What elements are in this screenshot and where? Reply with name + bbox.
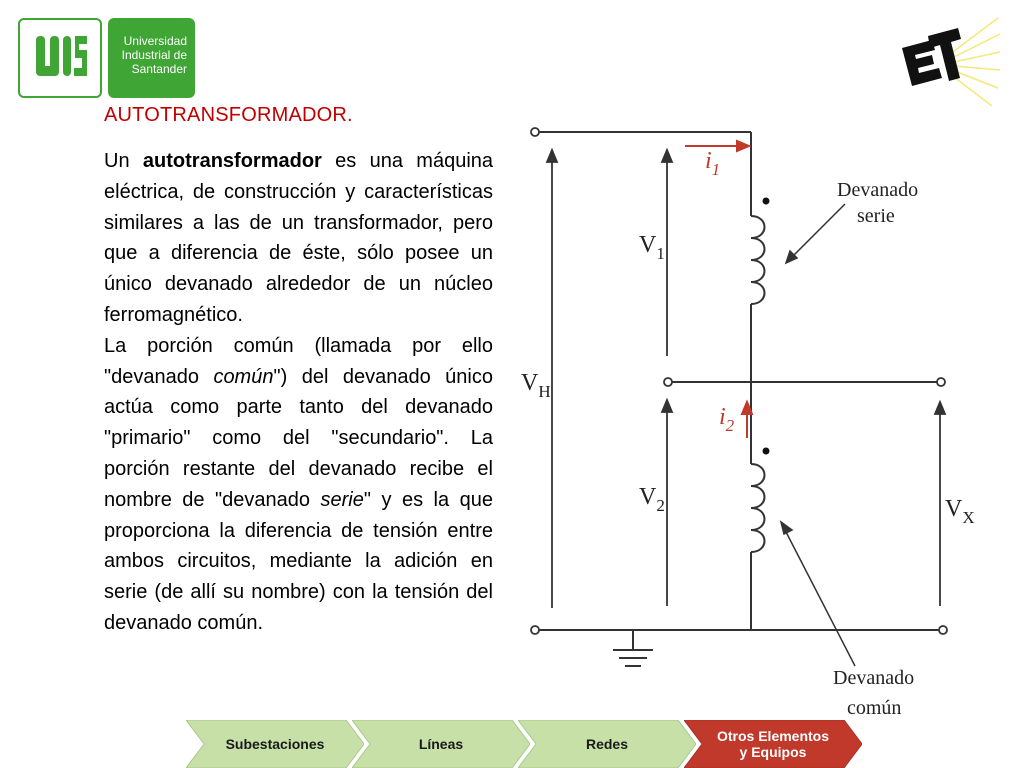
uis-logo-mark [18,18,102,98]
autotransformer-diagram [515,118,1005,724]
terminal-bottom-left [531,626,539,634]
i2-label: $i_2$ [719,404,735,435]
body-text [104,146,493,639]
university-name-line-2: Industrial de [121,48,187,62]
paragraph-1-start: Un [104,150,143,172]
terminal-mid-left [664,378,672,386]
terminal-bottom-right [939,626,947,634]
common-label-line-2: común [847,697,902,719]
nav-lineas-label: Líneas [418,736,464,752]
term-autotransformador: autotransformador [142,150,322,172]
terminal-mid-right [937,378,945,386]
v2-label: $V_2$ [639,484,665,515]
paragraph-2-part-a: La porción común (llamada por ello "devanado [104,334,493,388]
v1-label: $V_1$ [639,232,665,263]
term-serie: serie [320,488,364,511]
term-comun: común [213,365,274,388]
nav-otros-elementos-line-1: Otros Elementos [716,728,830,744]
common-pointer [785,530,855,666]
series-label-line-2: serie [857,205,895,227]
nav-redes-label: Redes [585,736,629,752]
university-name-line-3: Santander [131,62,187,76]
nav-otros-elementos-label [717,728,829,760]
nav-otros-elementos[interactable] [684,720,862,768]
nav-subestaciones-label: Subestaciones [225,736,325,752]
vx-label: $V_X$ [945,496,975,527]
polarity-dot-series [763,198,770,205]
polarity-dot-common [763,448,770,455]
paragraph-2-part-e: " y es la que proporciona la diferencia de tensión entre ambos circuitos, mediante la adición en serie (de allí su nombre) con la tensión del devanado común. [104,488,493,634]
uis-logo-icon [20,20,100,96]
paragraph-2-part-c: ") del devanado único actúa como parte tanto del devanado "primario" como del "secundario". La porción restante del devanado recibe el nombre de "devanado [104,365,493,511]
nav-otros-elementos-line-2: y Equipos [739,744,807,760]
paragraph-1 [104,146,493,331]
vh-label: $V_H$ [521,370,551,401]
paragraph-1-rest: es una máquina eléctrica, de construcción y características similares a las de un transformador, pero que a diferencia de éste, sólo posee un único devanado alrededor de un núcleo ferromagnético. [104,150,494,326]
university-name-line-1: Universidad [123,34,187,48]
university-name [108,18,195,98]
series-coil [751,216,765,304]
terminal-top-left [531,128,539,136]
common-label-line-1: Devanado [833,667,915,689]
series-label-line-1: Devanado [837,179,919,201]
common-coil [751,464,765,552]
nav-lineas[interactable] [352,720,530,768]
nav-redes[interactable] [518,720,696,768]
section-navigation [186,720,886,768]
nav-subestaciones[interactable] [186,720,364,768]
et-logo-icon [880,14,1000,114]
i1-label: $i_1$ [705,148,721,179]
paragraph-2 [104,331,493,639]
slide-title: AUTOTRANSFORMADOR. [104,104,353,126]
series-pointer [791,204,845,258]
